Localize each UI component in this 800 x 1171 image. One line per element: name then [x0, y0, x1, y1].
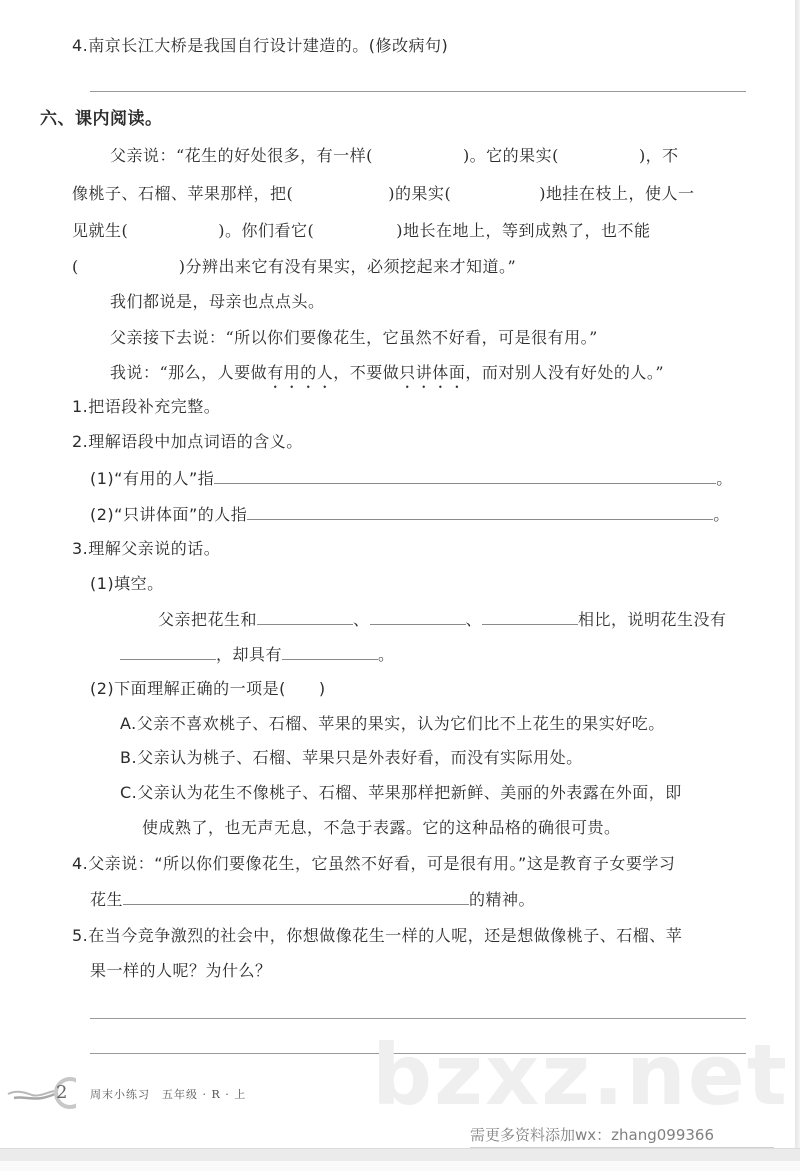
question-text: 相比，说明花生没有: [578, 610, 727, 629]
separator: 、: [353, 610, 370, 629]
period: 。: [716, 469, 733, 488]
passage-text: )，不: [638, 146, 679, 165]
question-3-1-line-2: [120, 643, 395, 666]
page-gap-strip: [0, 1148, 800, 1171]
question-text: (2)“只讲体面”的人指: [90, 505, 248, 524]
question-3-1-line-1: [158, 608, 727, 631]
dotted-char: 有: [267, 363, 284, 382]
answer-line-q3-1-c[interactable]: [482, 608, 578, 625]
passage-line-3: [72, 220, 651, 242]
passage-text: 我说：“那么，人要做: [110, 363, 268, 382]
passage-text: ，而对别人没有好处的人。”: [465, 363, 665, 382]
question-text: 花生: [90, 890, 124, 909]
question-3-2[interactable]: (2)下面理解正确的一项是( ): [90, 679, 326, 698]
prev-question-4: 4.南京长江大桥是我国自行设计建造的。(修改病句): [72, 36, 449, 55]
passage-line-4: [72, 256, 516, 278]
passage-text: )。它的果实(: [462, 146, 559, 165]
question-text: (1)“有用的人”指: [90, 469, 215, 488]
answer-line-q4[interactable]: [123, 888, 469, 905]
dotted-char: 体: [432, 363, 449, 382]
question-3: 3.理解父亲说的话。: [72, 539, 221, 558]
answer-line-q2-2[interactable]: [247, 503, 713, 520]
option-c[interactable]: C.父亲认为花生不像桃子、石榴、苹果那样把新鲜、美丽的外表露在外面，即: [120, 783, 682, 802]
question-5: 5.在当今竞争激烈的社会中，你想做像花生一样的人呢，还是想做像桃子、石榴、苹: [72, 926, 683, 945]
passage-text: 见就生(: [72, 221, 129, 240]
answer-line-q3-1-d[interactable]: [120, 643, 216, 660]
separator: 、: [465, 610, 483, 629]
question-5-line-2: 果一样的人呢？为什么？: [90, 961, 272, 980]
period: 。: [713, 505, 730, 524]
dotted-char: 只: [399, 363, 416, 382]
question-text: 的精神。: [469, 890, 536, 909]
question-4: 4.父亲说：“所以你们要像花生，它虽然不好看，可是很有用。”这是教育子女要学习: [72, 854, 676, 873]
question-text: ，却具有: [216, 645, 283, 664]
passage-text: )。你们看它(: [218, 221, 315, 240]
passage-line-7: [110, 362, 664, 384]
question-text: 父亲把花生和: [158, 610, 258, 629]
passage-text: (: [72, 257, 79, 276]
section-title: 六、课内阅读。: [40, 109, 163, 129]
dotted-char: 的: [300, 363, 317, 382]
passage-text: )地长在地上，等到成熟了，也不能: [396, 221, 651, 240]
passage-line-5: 我们都说是，母亲也点点头。: [110, 292, 325, 311]
contact-note: 需更多资料添加wx：zhang099366: [470, 1124, 774, 1148]
dotted-char: 讲: [415, 363, 433, 382]
option-a[interactable]: A.父亲不喜欢桃子、石榴、苹果的果实，认为它们比不上花生的果实好吃。: [120, 714, 665, 733]
answer-line-q3-1-a[interactable]: [257, 608, 353, 625]
passage-text: 像桃子、石榴、苹果那样，把(: [72, 184, 294, 203]
answer-line-q3-1-e[interactable]: [282, 643, 378, 660]
dotted-char: 面: [448, 363, 466, 382]
answer-line-q5-1[interactable]: [90, 1018, 746, 1019]
dotted-char: 人: [316, 363, 334, 382]
passage-text: 父亲说：“花生的好处很多，有一样(: [110, 146, 373, 165]
period: 。: [378, 645, 395, 664]
dotted-char: 用: [283, 363, 301, 382]
watermark: bzxz.net: [372, 1026, 789, 1124]
option-b[interactable]: B.父亲认为桃子、石榴、苹果只是外表好看，而没有实际用处。: [120, 748, 583, 767]
question-1: 1.把语段补充完整。: [72, 397, 221, 416]
question-2-1: [90, 467, 733, 490]
answer-line-q2-1[interactable]: [214, 467, 716, 484]
page-edge-shadow: [795, 0, 800, 1150]
question-2: 2.理解语段中加点词语的含义。: [72, 432, 303, 451]
book-info: 周末小练习 五年级 · R · 上: [90, 1088, 247, 1101]
question-2-2: [90, 503, 730, 526]
answer-line-q3-1-b[interactable]: [370, 608, 466, 625]
question-3-1: (1)填空。: [90, 574, 164, 593]
question-4-line-2: [90, 888, 535, 911]
passage-line-1: [110, 145, 679, 167]
passage-line-2: [72, 183, 695, 205]
option-c-continued: 使成熟了，也无声无息，不急于表露。它的这种品格的确很可贵。: [142, 818, 621, 837]
page-number: 2: [56, 1082, 68, 1103]
passage-text: )地挂在枝上，使人一: [539, 184, 695, 203]
passage-text: )的果实(: [388, 184, 452, 203]
passage-text: )分辨出来它有没有果实，必须挖起来才知道。”: [178, 257, 517, 276]
answer-line-prev-q4[interactable]: [90, 91, 746, 92]
passage-line-6: 父亲接下去说：“所以你们要像花生，它虽然不好看，可是很有用。”: [110, 328, 598, 347]
passage-text: ，不要做: [333, 363, 400, 382]
